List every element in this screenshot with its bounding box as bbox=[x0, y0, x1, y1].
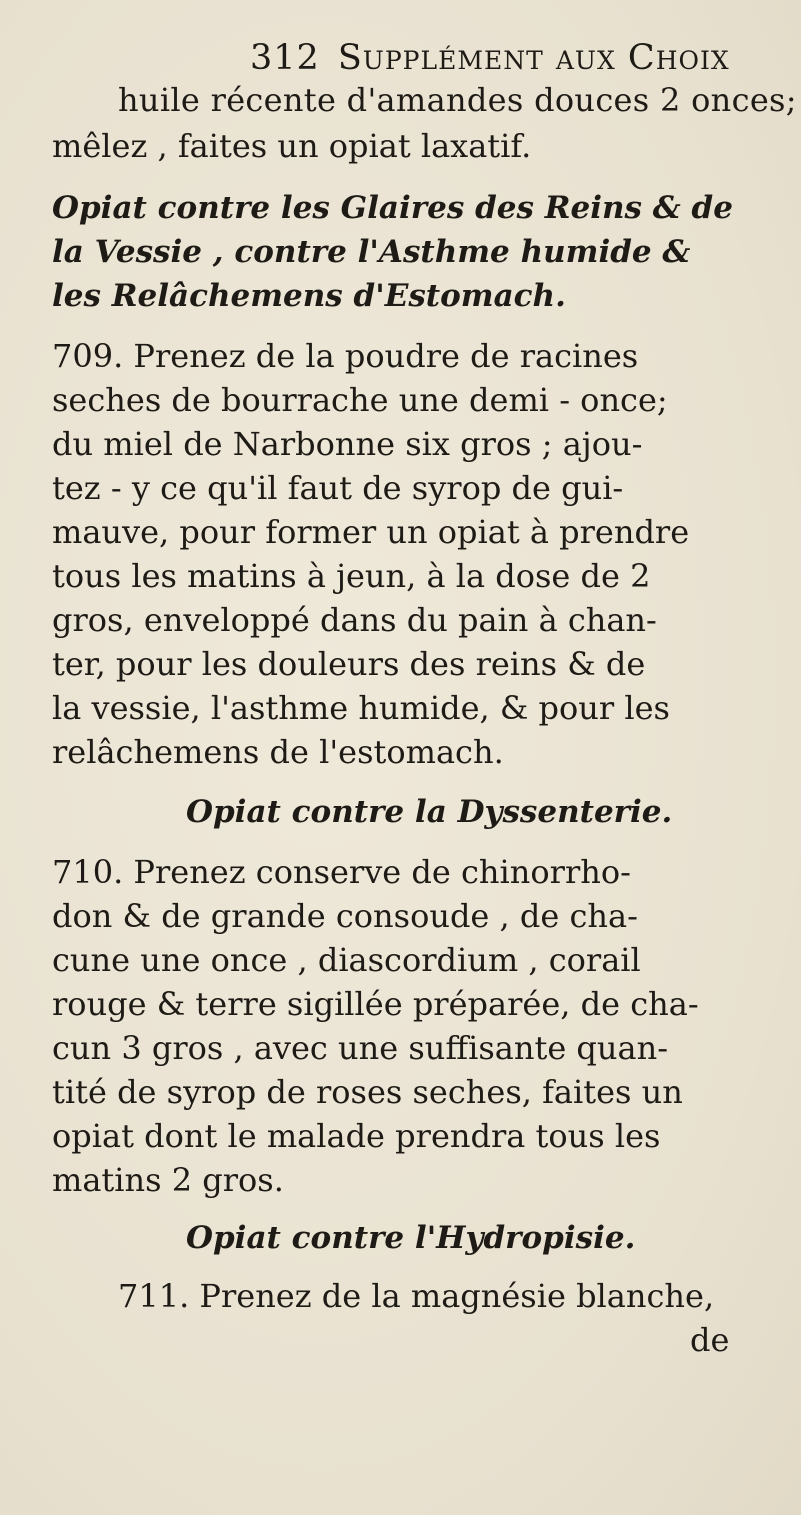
paragraph-line: don & de grande consoude , de cha- bbox=[52, 897, 638, 935]
catchword: de bbox=[690, 1321, 730, 1359]
section-heading: Opiat contre les Glaires des Reins & de bbox=[52, 190, 733, 226]
text-line: huile récente d'amandes douces 2 onces; bbox=[118, 81, 797, 119]
paragraph-line: mauve, pour former un opiat à prendre bbox=[52, 513, 690, 551]
paragraph-line: 709. Prenez de la poudre de racines bbox=[52, 337, 639, 375]
page-number: 312 bbox=[250, 38, 320, 78]
paragraph-line: 711. Prenez de la magnésie blanche, bbox=[118, 1277, 715, 1315]
paragraph-line: tez - y ce qu'il faut de syrop de gui- bbox=[52, 469, 624, 507]
paragraph-line: relâchemens de l'estomach. bbox=[52, 733, 504, 771]
paragraph-line: tous les matins à jeun, à la dose de 2 bbox=[52, 557, 651, 595]
paragraph-line: opiat dont le malade prendra tous les bbox=[52, 1117, 661, 1155]
section-heading: la Vessie , contre l'Asthme humide & bbox=[52, 234, 691, 270]
paragraph-line: rouge & terre sigillée préparée, de cha- bbox=[52, 985, 699, 1023]
paragraph-line: du miel de Narbonne six gros ; ajou- bbox=[52, 425, 643, 463]
paragraph-line: cun 3 gros , avec une suffisante quan- bbox=[52, 1029, 669, 1067]
paragraph-line: la vessie, l'asthme humide, & pour les bbox=[52, 689, 670, 727]
running-title: Supplément aux Choix bbox=[337, 38, 730, 78]
paragraph-line: tité de syrop de roses seches, faites un bbox=[52, 1073, 683, 1111]
running-header bbox=[250, 38, 730, 78]
section-heading: les Relâchemens d'Estomach. bbox=[52, 278, 566, 314]
paragraph-line: gros, enveloppé dans du pain à chan- bbox=[52, 601, 657, 639]
paragraph-line: 710. Prenez conserve de chinorrho- bbox=[52, 853, 631, 891]
text-line: mêlez , faites un opiat laxatif. bbox=[52, 127, 532, 165]
paragraph-line: cune une once , diascordium , corail bbox=[52, 941, 641, 979]
section-heading: Opiat contre l'Hydropisie. bbox=[186, 1220, 636, 1256]
section-heading: Opiat contre la Dyssenterie. bbox=[186, 794, 673, 830]
paragraph-line: ter, pour les douleurs des reins & de bbox=[52, 645, 646, 683]
paragraph-line: seches de bourrache une demi - once; bbox=[52, 381, 668, 419]
paragraph-line: matins 2 gros. bbox=[52, 1161, 284, 1199]
